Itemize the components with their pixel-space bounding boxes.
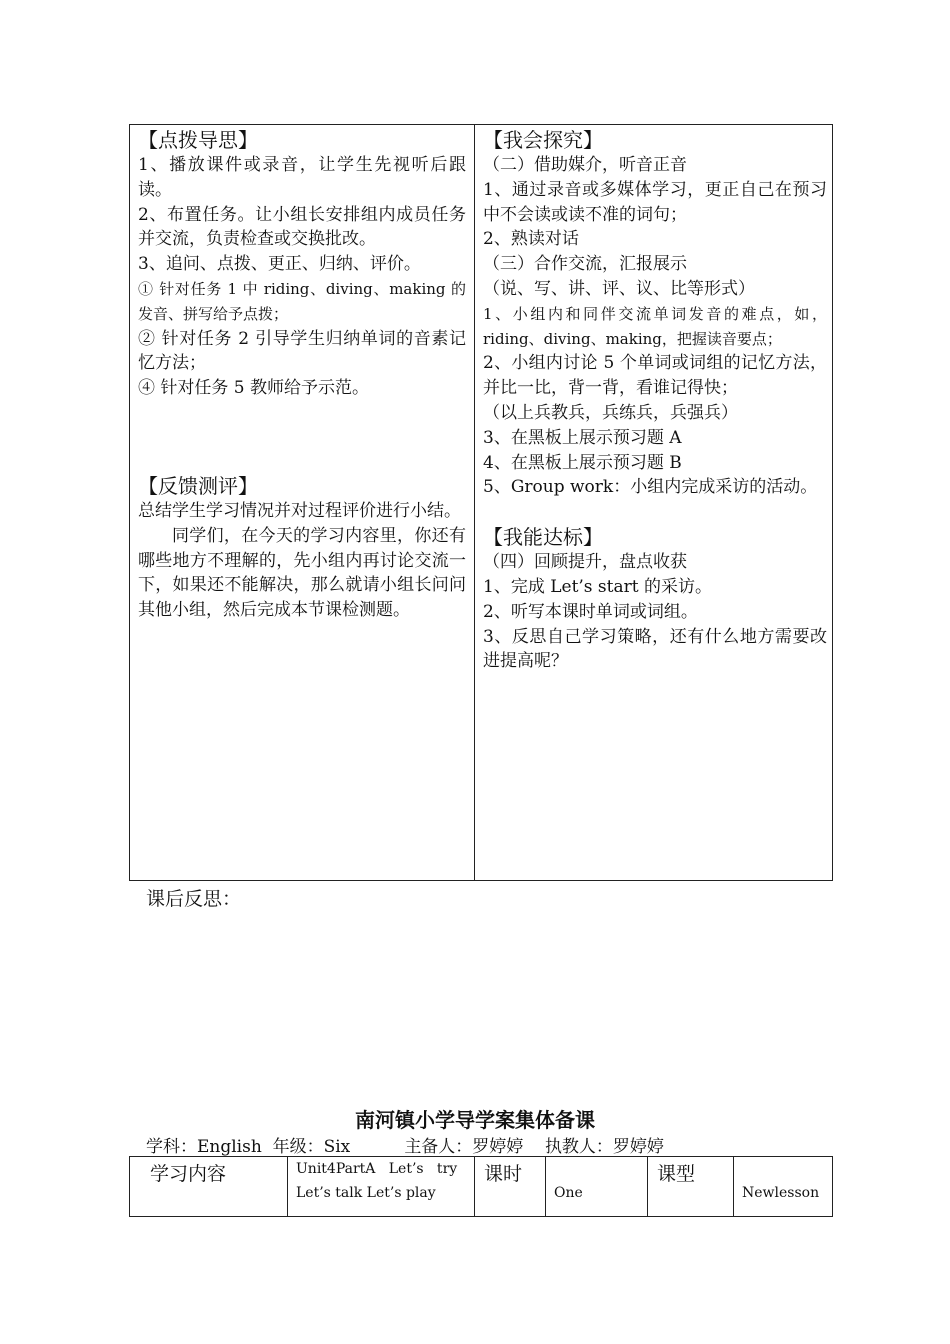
guidance-line: 1、播放课件或录音，让学生先视听后跟读。 <box>138 155 466 200</box>
subject-grade: 学科：English 年级：Six <box>146 1137 351 1157</box>
explore-line: （二）借助媒介，听音正音 <box>483 155 687 175</box>
explore-heading: 【我会探究】 <box>483 128 603 152</box>
type-value: Newlesson <box>742 1185 820 1201</box>
feedback-line: 总结学生学习情况并对过程评价进行小结。 <box>138 500 461 521</box>
explore-line: （三）合作交流，汇报展示 <box>483 254 687 275</box>
guidance-heading: 【点拨导思】 <box>138 128 258 152</box>
content-label: 学习内容 <box>150 1163 227 1185</box>
goal-line: （四）回顾提升，盘点收获 <box>483 552 687 573</box>
period-value: One <box>554 1185 583 1201</box>
guidance-line: ④ 针对任务 5 教师给予示范。 <box>138 378 370 399</box>
goal-line: 3、反思自己学习策略，还有什么地方需要改进提高呢？ <box>483 626 827 672</box>
explore-line: 3、在黑板上展示预习题 A <box>483 427 682 448</box>
goal-line: 2、听写本课时单词或词组。 <box>483 601 698 622</box>
explore-line: （以上兵教兵，兵练兵，兵强兵） <box>483 402 738 423</box>
column-divider <box>474 125 475 880</box>
explore-line: 1、通过录音或多媒体学习，更正自己在预习中不会读或读不准的词句； <box>483 179 827 225</box>
goal-line: 1、完成 Let’s start 的采访。 <box>483 576 712 597</box>
lesson-plan-table <box>129 124 833 881</box>
explore-line: 2、熟读对话 <box>483 229 579 250</box>
period-label: 课时 <box>484 1163 523 1185</box>
explore-line: 4、在黑板上展示预习题 B <box>483 452 682 473</box>
content-value-line1: Unit4PartA Let’s try <box>296 1161 458 1177</box>
meta-line <box>146 1132 664 1157</box>
explore-line: 1、小组内和同伴交流单词发音的难点，如，riding、diving、making，把握读音要点； <box>483 304 827 348</box>
reflection-label: 课后反思： <box>146 888 242 910</box>
feedback-heading: 【反馈测评】 <box>138 473 258 498</box>
left-column <box>138 127 466 623</box>
document-title: 南河镇小学导学案集体备课 <box>355 1108 595 1132</box>
explore-line: （说、写、讲、评、议、比等形式） <box>483 278 755 299</box>
type-label: 课型 <box>657 1163 696 1185</box>
guidance-line: ① 针对任务 1 中 riding、diving、making 的发音、拼写给予点拨； <box>138 279 466 323</box>
guidance-line: ② 针对任务 2 引导学生归纳单词的音素记忆方法； <box>138 328 466 374</box>
right-column <box>483 127 827 674</box>
explore-line: 2、小组内讨论 5 个单词或词组的记忆方法，并比一比，背一背，看谁记得快； <box>483 353 827 399</box>
content-value-line2: Let’s talk Let’s play <box>296 1185 436 1201</box>
feedback-paragraph: 同学们，在今天的学习内容里，你还有哪些地方不理解的，先小组内再讨论交流一下，如果还不能解决，那么就请小组长问问其他小组，然后完成本节课检测题。 <box>138 525 466 621</box>
lesson-info-table <box>129 1156 833 1217</box>
goal-heading: 【我能达标】 <box>483 525 603 550</box>
teacher: 执教人：罗婷婷 <box>544 1137 664 1157</box>
preparer: 主备人：罗婷婷 <box>404 1137 524 1157</box>
guidance-line: 2、布置任务。让小组长安排组内成员任务并交流，负责检查或交换批改。 <box>138 204 466 250</box>
guidance-line: 3、追问、点拨、更正、归纳、评价。 <box>138 254 421 275</box>
explore-line: 5、Group work：小组内完成采访的活动。 <box>483 477 818 498</box>
